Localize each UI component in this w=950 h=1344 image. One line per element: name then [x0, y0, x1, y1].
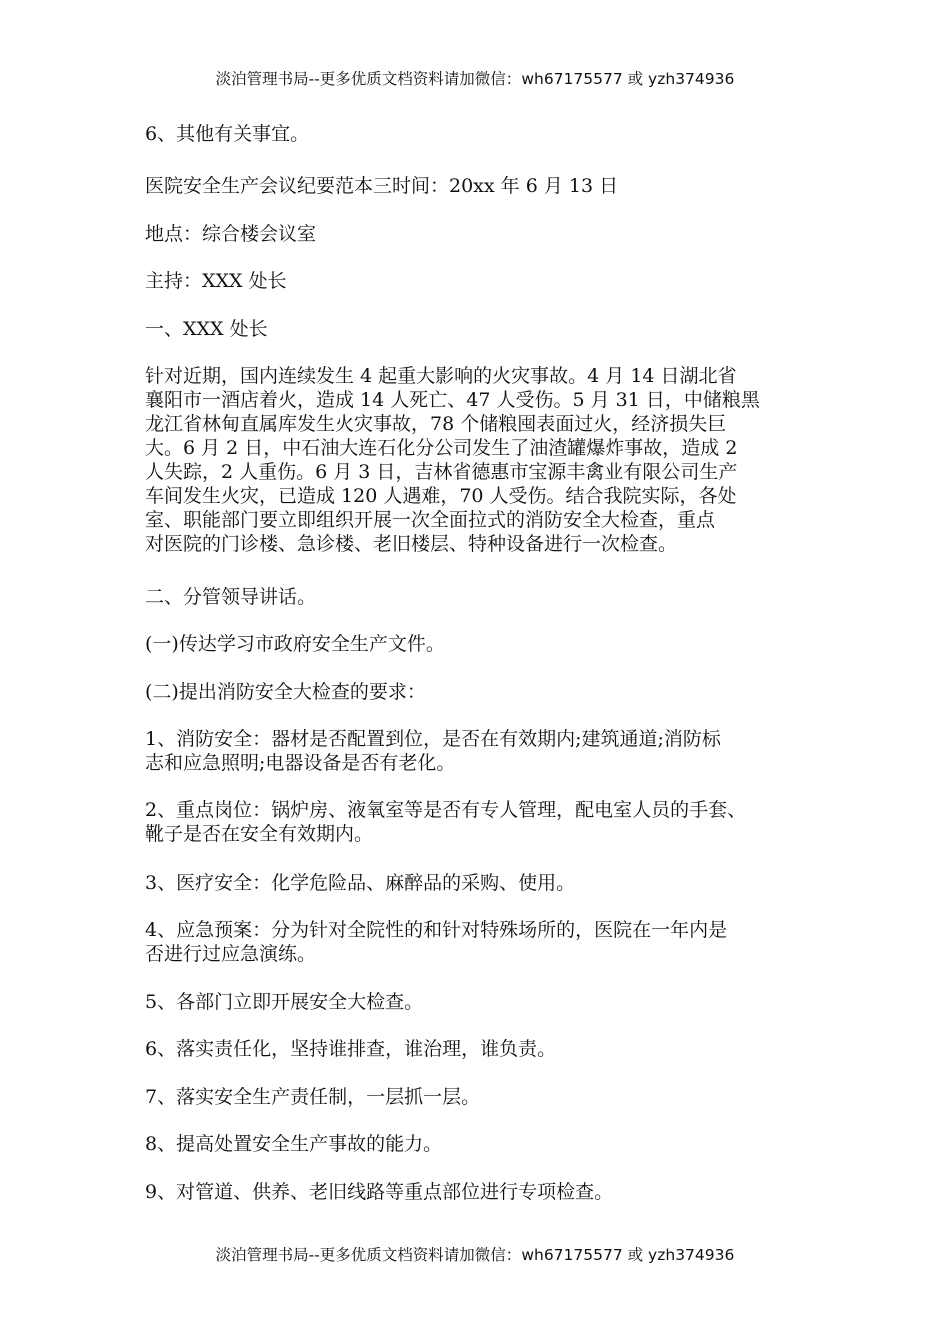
- subsection-two: (二)提出消防安全大检查的要求：: [145, 681, 426, 703]
- paragraph-line: 室、职能部门要立即组织开展一次全面拉式的消防安全大检查，重点: [145, 509, 716, 531]
- list-item: 1、消防安全：器材是否配置到位，是否在有效期内;建筑通道;消防标: [145, 728, 721, 750]
- list-item: 5、各部门立即开展安全大检查。: [145, 991, 424, 1013]
- page-header-watermark: 淡泊管理书局--更多优质文档资料请加微信：wh67175577 或 yzh374936: [215, 70, 735, 88]
- list-item: 4、应急预案：分为针对全院性的和针对特殊场所的，医院在一年内是: [145, 919, 728, 941]
- meeting-location: 地点：综合楼会议室: [145, 223, 317, 245]
- paragraph-line: 车间发生火灾，已造成 120 人遇难，70 人受伤。结合我院实际，各处: [145, 485, 737, 507]
- list-item: 靴子是否在安全有效期内。: [145, 823, 374, 845]
- paragraph-line: 龙江省林甸直属库发生火灾事故，78 个储粮囤表面过火，经济损失巨: [145, 413, 727, 435]
- subsection-one: (一)传达学习市政府安全生产文件。: [145, 633, 445, 655]
- list-item: 3、医疗安全：化学危险品、麻醉品的采购、使用。: [145, 872, 576, 894]
- minutes-title-time: 医院安全生产会议纪要范本三时间：20xx 年 6 月 13 日: [145, 175, 619, 197]
- page-footer-watermark: 淡泊管理书局--更多优质文档资料请加微信：wh67175577 或 yzh374936: [215, 1246, 735, 1264]
- section-two-heading: 二、分管领导讲话。: [145, 586, 317, 608]
- paragraph-line: 襄阳市一酒店着火，造成 14 人死亡、47 人受伤。5 月 31 日，中储粮黑: [145, 389, 760, 411]
- meeting-host: 主持：XXX 处长: [145, 270, 287, 292]
- list-item: 8、提高处置安全生产事故的能力。: [145, 1133, 443, 1155]
- list-item: 否进行过应急演练。: [145, 943, 317, 965]
- list-item: 志和应急照明;电器设备是否有老化。: [145, 752, 456, 774]
- list-item: 2、重点岗位：锅炉房、液氧室等是否有专人管理，配电室人员的手套、: [145, 799, 747, 821]
- paragraph-line: 对医院的门诊楼、急诊楼、老旧楼层、特种设备进行一次检查。: [145, 533, 678, 555]
- list-item: 9、对管道、供养、老旧线路等重点部位进行专项检查。: [145, 1181, 614, 1203]
- paragraph-line: 大。6 月 2 日，中石油大连石化分公司发生了油渣罐爆炸事故，造成 2: [145, 437, 738, 459]
- paragraph-line: 针对近期，国内连续发生 4 起重大影响的火灾事故。4 月 14 日湖北省: [145, 365, 737, 387]
- list-item: 6、落实责任化，坚持谁排查，谁治理，谁负责。: [145, 1038, 557, 1060]
- section-one-heading: 一、XXX 处长: [145, 318, 268, 340]
- item-6-other-matters: 6、其他有关事宜。: [145, 123, 310, 145]
- list-item: 7、落实安全生产责任制，一层抓一层。: [145, 1086, 481, 1108]
- paragraph-line: 人失踪，2 人重伤。6 月 3 日，吉林省德惠市宝源丰禽业有限公司生产: [145, 461, 738, 483]
